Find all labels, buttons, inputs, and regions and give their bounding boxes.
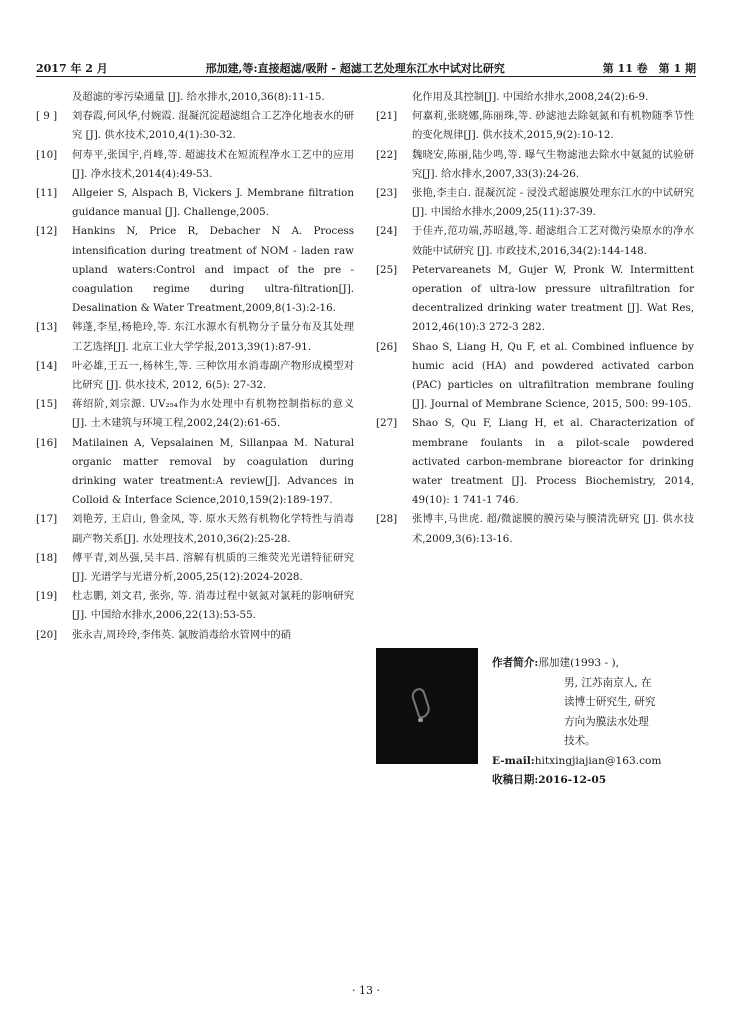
reference-item xyxy=(376,88,694,107)
reference-item xyxy=(376,222,694,260)
photo-highlight xyxy=(410,687,433,720)
reference-item xyxy=(376,414,694,510)
email-line xyxy=(492,752,696,772)
reference-number: [24] xyxy=(376,225,398,238)
reference-item xyxy=(36,88,354,107)
reference-number: [17] xyxy=(36,513,58,526)
email-label: E-mail: xyxy=(492,754,535,767)
running-header xyxy=(36,60,696,76)
reference-item xyxy=(36,184,354,222)
reference-item xyxy=(36,395,354,433)
reference-item xyxy=(36,510,354,548)
reference-item xyxy=(36,107,354,145)
reference-item xyxy=(376,107,694,145)
reference-item xyxy=(36,357,354,395)
received-date: 2016-12-05 xyxy=(538,774,607,786)
author-photo xyxy=(376,648,478,764)
reference-number xyxy=(376,88,412,107)
author-line: 技术。 xyxy=(564,735,596,747)
reference-item xyxy=(36,626,354,645)
reference-text: 魏晓安,陈丽,陆少鸣,等. 曝气生物滤池去除水中氨氮的试验研究[J]. 给水排水,2007,33(3):24-26. xyxy=(412,148,694,180)
reference-text: 张永吉,周玲玲,李伟英. 氯胺消毒给水管网中的硝 xyxy=(72,628,292,641)
reference-text: Shao S, Qu F, Liang H, et al. Characterization of membrane foulants in a pilot-scale powdered activated carbon-membrane bioreactor for drinking water treatment [J]. Process Biochemistry, 2014, 49(10): 1 741-1 746. xyxy=(412,417,694,507)
received-label: 收稿日期: xyxy=(492,774,539,786)
reference-item xyxy=(36,318,354,356)
reference-number: [18] xyxy=(36,551,58,564)
reference-number: [26] xyxy=(376,340,398,353)
reference-number: [13] xyxy=(36,321,58,334)
reference-item xyxy=(376,184,694,222)
reference-item xyxy=(36,222,354,318)
author-line: 读博士研究生, 研究 xyxy=(564,696,656,708)
reference-number xyxy=(36,88,72,107)
reference-text: 叶必雄,王五一,杨林生,等. 三种饮用水消毒副产物形成模型对比研究 [J]. 供水技术, 2012, 6(5): 27-32. xyxy=(72,359,354,392)
reference-text: Matilainen A, Vepsalainen M, Sillanpaa M. Natural organic matter removal by coagulation during drinking water treatment:A review[J]. Advances in Colloid & Interface Science,2010,159(2):189-197. xyxy=(72,436,354,507)
reference-item xyxy=(376,261,694,338)
right-reference-column xyxy=(376,88,694,549)
reference-text: 傅平青,刘丛强,吴丰昌. 溶解有机质的三维荧光光谱特征研究[J]. 光谱学与光谱分析,2005,25(12):2024-2028. xyxy=(72,551,354,584)
reference-number: [16] xyxy=(36,436,58,449)
reference-text: 化作用及其控制[J]. 中国给水排水,2008,24(2):6-9. xyxy=(412,91,649,103)
reference-text: 张博丰,马世虎. 超/微滤膜的膜污染与膜清洗研究 [J]. 供水技术,2009,3(6):13-16. xyxy=(412,513,694,545)
reference-text: 张艳,李圭白. 混凝沉淀 - 浸没式超滤膜处理东江水的中试研究 [J]. 中国给水排水,2009,25(11):37-39. xyxy=(412,187,694,219)
header-volume: 第 11 卷 第 1 期 xyxy=(602,62,696,75)
reference-item xyxy=(376,146,694,184)
photo-highlight xyxy=(418,718,423,722)
reference-text: 蒋绍阶,刘宗源. UV₂₅₄作为水处理中有机物控制指标的意义 [J]. 土木建筑与环境工程,2002,24(2):61-65. xyxy=(72,398,354,430)
author-line xyxy=(492,654,696,674)
author-line: 男, 江苏南京人, 在 xyxy=(564,676,652,689)
author-label: 作者简介: xyxy=(492,657,539,669)
reference-text: 刘艳芳, 王启山, 鲁金凤, 等. 原水天然有机物化学特性与消毒副产物关系[J]. 水处理技术,2010,36(2):25-28. xyxy=(72,513,354,545)
reference-number: [27] xyxy=(376,417,398,430)
author-line: 方向为膜法水处理 xyxy=(564,715,649,728)
header-rule xyxy=(36,76,696,77)
reference-number: [11] xyxy=(36,187,58,200)
reference-number: [20] xyxy=(36,628,58,641)
reference-text: Allgeier S, Alspach B, Vickers J. Membrane filtration guidance manual [J]. Challenge,2005. xyxy=(72,187,354,219)
reference-item xyxy=(36,549,354,587)
reference-text: 于佳卉,范功端,苏昭越,等. 超滤组合工艺对微污染原水的净水效能中试研究 [J]. 市政技术,2016,34(2):144-148. xyxy=(412,225,694,257)
page-number: · 13 · xyxy=(352,984,380,997)
reference-number: [ 9 ] xyxy=(36,110,58,123)
reference-number: [21] xyxy=(376,110,398,123)
reference-text: Shao S, Liang H, Qu F, et al. Combined influence by humic acid (HA) and powdered activated carbon (PAC) particles on ultrafiltration membrane fouling [J]. Journal of Membrane Science, 2015, 500: 99-105. xyxy=(412,340,694,411)
reference-text: 何寿平,张国宇,肖峰,等. 超滤技术在短流程净水工艺中的应用 [J]. 净水技术,2014(4):49-53. xyxy=(72,148,354,180)
reference-text: 刘春霞,何风华,付婉霞. 混凝沉淀超滤组合工艺净化地表水的研究 [J]. 供水技术,2010,4(1):30-32. xyxy=(72,110,354,142)
reference-number: [23] xyxy=(376,187,398,200)
author-name: 邢加建(1993 - ), xyxy=(538,657,619,669)
received-line xyxy=(492,771,696,791)
reference-number: [12] xyxy=(36,225,58,238)
reference-item xyxy=(376,510,694,548)
reference-number: [28] xyxy=(376,513,398,526)
reference-item xyxy=(376,338,694,415)
author-bio xyxy=(492,654,696,791)
reference-number: [15] xyxy=(36,398,58,411)
reference-item xyxy=(36,587,354,625)
reference-item xyxy=(36,146,354,184)
left-reference-column xyxy=(36,88,354,645)
reference-number: [22] xyxy=(376,148,398,161)
reference-item xyxy=(36,434,354,511)
email-address: hitxingjiajian@163.com xyxy=(534,754,662,767)
header-title: 邢加建,等:直接超滤/吸附 - 超滤工艺处理东江水中试对比研究 xyxy=(205,62,505,75)
reference-number: [10] xyxy=(36,148,58,161)
reference-text: 韩蓬,李星,杨艳玲,等. 东江水源水有机物分子量分布及其处理工艺选择[J]. 北京工业大学学报,2013,39(1):87-91. xyxy=(72,321,354,353)
reference-text: Petervareanets M, Gujer W, Pronk W. Intermittent operation of ultra-low pressure ultrafiltration for decentralized drinking water treatment [J]. Wat Res, 2012,46(10):3 272-3 282. xyxy=(412,263,694,334)
reference-text: 何嘉莉,张晓娜,陈丽珠,等. 砂滤池去除氨氮和有机物随季节性的变化规律[J]. 供水技术,2015,9(2):10-12. xyxy=(412,110,694,142)
reference-number: [14] xyxy=(36,359,58,372)
reference-text: 及超滤的零污染通量 [J]. 给水排水,2010,36(8):11-15. xyxy=(72,91,325,103)
reference-text: 杜志鹏, 刘文君, 张弥, 等. 消毒过程中氨氮对氯耗的影响研究 [J]. 中国给水排水,2006,22(13):53-55. xyxy=(72,590,354,622)
reference-number: [25] xyxy=(376,263,398,276)
reference-text: Hankins N, Price R, Debacher N A. Process intensification during treatment of NOM - laden raw upland waters:Control and impact of the pre - coagulation regime during ultra-filtration[J]. Desalination & Water Treatment,2009,8(1-3):2-16. xyxy=(72,225,354,315)
reference-number: [19] xyxy=(36,590,58,603)
header-date: 2017 年 2 月 xyxy=(36,62,108,75)
